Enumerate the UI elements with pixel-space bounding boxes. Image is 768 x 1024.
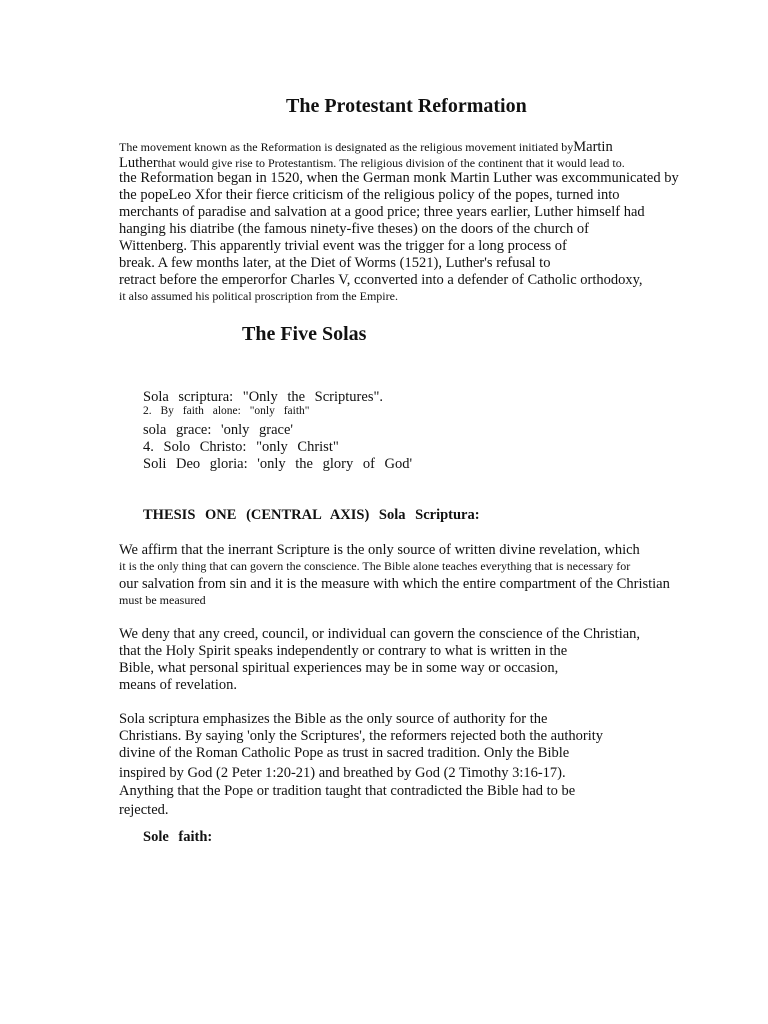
solas-heading: The Five Solas — [242, 323, 367, 345]
intro-line-6: hanging his diatribe (the famous ninety-five theses) on the doors of the church of — [119, 221, 589, 237]
affirm-line-1: We affirm that the inerrant Scripture is the only source of written divine revelation, which — [119, 542, 640, 558]
deny-line-3: Bible, what personal spiritual experiences may be in some way or occasion, — [119, 660, 559, 676]
intro-line-9: retract before the emperorfor Charles V, cconverted into a defender of Catholic orthodoxy, — [119, 272, 643, 288]
emphasis-line-4: inspired by God (2 Peter 1:20-21) and breathed by God (2 Timothy 3:16-17). — [119, 765, 566, 781]
intro-line-1-name: Martin — [573, 139, 613, 155]
affirm-line-2: it is the only thing that can govern the conscience. The Bible alone teaches everything that is necessary for — [119, 559, 631, 573]
emphasis-line-5: Anything that the Pope or tradition taught that contradicted the Bible had to be — [119, 783, 576, 799]
sola-item-2: 2. By faith alone: "only faith" — [143, 405, 310, 417]
sola-item-1: Sola scriptura: "Only the Scriptures". — [143, 389, 384, 405]
affirm-line-4: must be measured — [119, 593, 206, 607]
sola-item-5: Soli Deo gloria: 'only the glory of God' — [143, 456, 413, 472]
intro-line-2-text: that would give rise to Protestantism. The religious division of the continent that it would lead to. — [157, 156, 625, 170]
intro-line-2-name: Luther — [119, 155, 158, 171]
emphasis-line-2: Christians. By saying 'only the Scriptures', the reformers rejected both the authority — [119, 728, 604, 744]
deny-line-1: We deny that any creed, council, or individual can govern the conscience of the Christian, — [119, 626, 641, 642]
intro-line-5: merchants of paradise and salvation at a good price; three years earlier, Luther himself had — [119, 204, 645, 220]
emphasis-line-3: divine of the Roman Catholic Pope as trust in sacred tradition. Only the Bible — [119, 745, 570, 761]
intro-line-4: the popeLeo Xfor their fierce criticism of the religious policy of the popes, turned into — [119, 187, 620, 203]
sola-item-4: 4. Solo Christo: "only Christ" — [143, 439, 339, 455]
intro-line-10: it also assumed his political proscription from the Empire. — [119, 289, 398, 303]
affirm-line-3: our salvation from sin and it is the measure with which the entire compartment of the Christian — [119, 576, 670, 592]
intro-line-7: Wittenberg. This apparently trivial event was the trigger for a long process of — [119, 238, 567, 254]
page-title: The Protestant Reformation — [286, 95, 527, 117]
intro-line-8: break. A few months later, at the Diet of Worms (1521), Luther's refusal to — [119, 255, 551, 271]
deny-line-4: means of revelation. — [119, 677, 237, 693]
emphasis-line-1: Sola scriptura emphasizes the Bible as the only source of authority for the — [119, 711, 548, 727]
deny-line-2: that the Holy Spirit speaks independently or contrary to what is written in the — [119, 643, 568, 659]
sole-faith-heading: Sole faith: — [143, 829, 213, 845]
sola-item-3: sola grace: 'only grace' — [143, 422, 294, 438]
thesis-heading: THESIS ONE (CENTRAL AXIS) Sola Scriptura: — [143, 507, 480, 523]
emphasis-line-6: rejected. — [119, 802, 169, 818]
intro-line-3: the Reformation began in 1520, when the German monk Martin Luther was excommunicated by — [119, 170, 679, 186]
intro-line-1-text: The movement known as the Reformation is designated as the religious movement initiated by — [119, 140, 574, 154]
